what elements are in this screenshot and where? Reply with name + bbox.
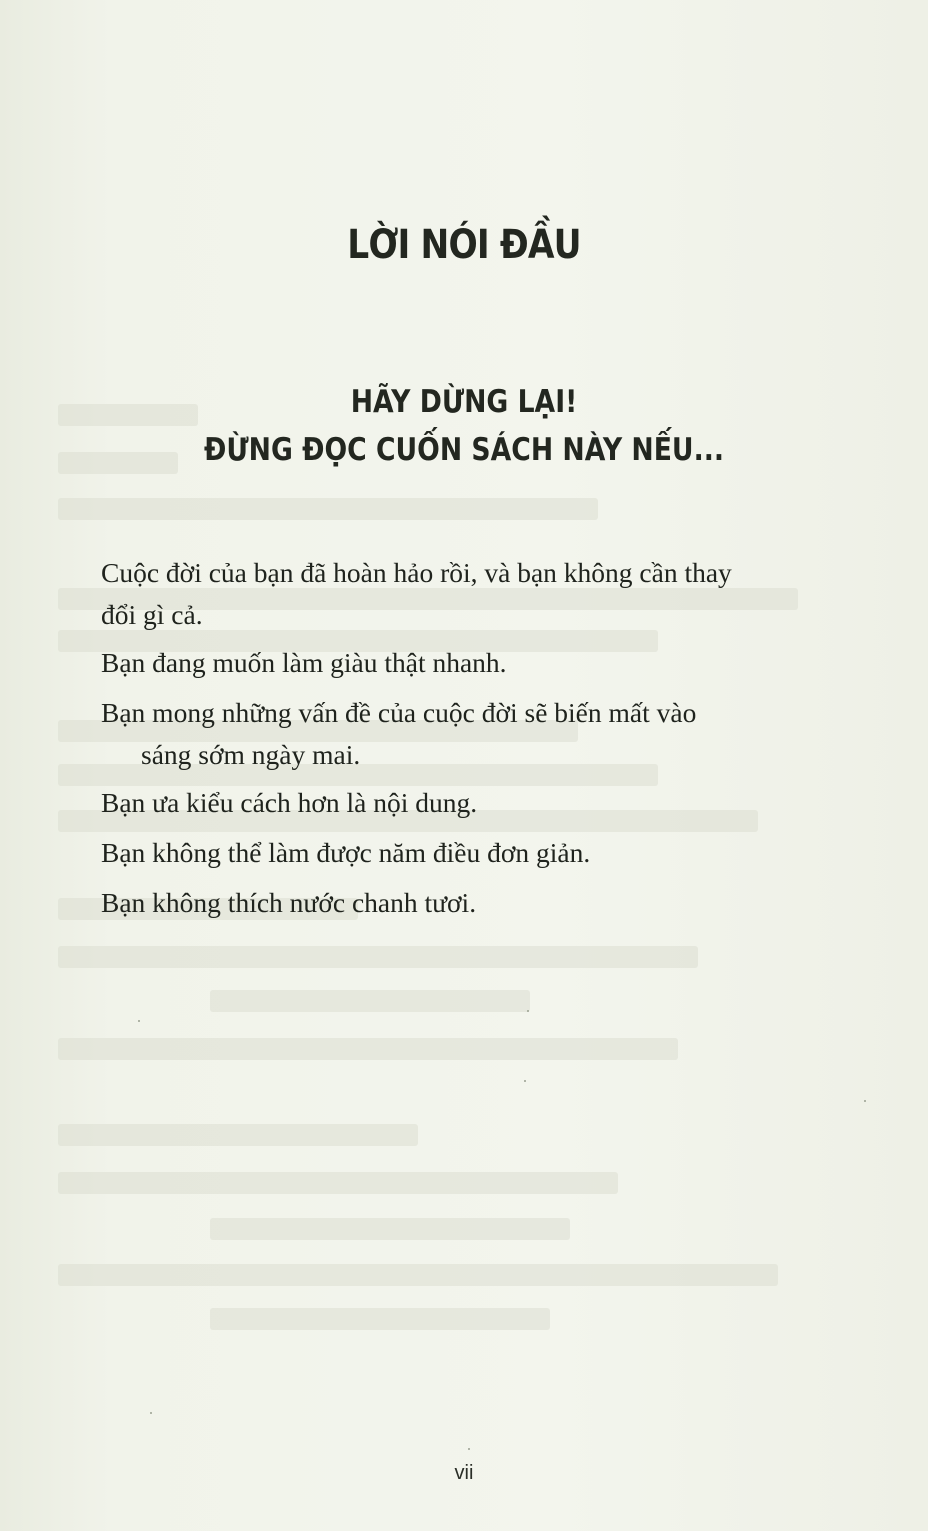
condition-item bbox=[101, 782, 841, 824]
condition-item bbox=[101, 692, 841, 776]
paper-speck bbox=[524, 1080, 526, 1082]
condition-item bbox=[101, 882, 841, 924]
paper-speck bbox=[864, 1100, 866, 1102]
paper-speck bbox=[150, 1412, 152, 1414]
conditions-list bbox=[101, 552, 841, 924]
page-number: vii bbox=[454, 1462, 474, 1484]
section-heading bbox=[65, 378, 863, 474]
condition-line: Bạn ưa kiểu cách hơn là nội dung. bbox=[101, 787, 478, 818]
condition-item bbox=[101, 832, 841, 874]
condition-item bbox=[101, 552, 841, 636]
section-heading-line-1: HÃY DỪNG LẠI! bbox=[350, 384, 578, 420]
condition-line-continuation: sáng sớm ngày mai. bbox=[141, 739, 361, 770]
section-heading-line-2: ĐỪNG ĐỌC CUỐN SÁCH NÀY NẾU... bbox=[204, 432, 724, 468]
condition-line: Bạn đang muốn làm giàu thật nhanh. bbox=[101, 647, 507, 678]
chapter-title: LỜI NÓI ĐẦU bbox=[347, 222, 581, 268]
condition-line: Cuộc đời của bạn đã hoàn hảo rồi, và bạn không cần thay bbox=[101, 557, 732, 588]
paper-speck bbox=[468, 1448, 470, 1450]
paper-speck bbox=[138, 1020, 140, 1022]
condition-line: Bạn không thích nước chanh tươi. bbox=[101, 887, 477, 918]
condition-line-continuation: đổi gì cả. bbox=[101, 599, 203, 630]
condition-item bbox=[101, 642, 841, 684]
paper-speck bbox=[527, 1010, 529, 1012]
condition-line: Bạn không thể làm được năm điều đơn giản. bbox=[101, 837, 591, 868]
condition-line: Bạn mong những vấn đề của cuộc đời sẽ biến mất vào bbox=[101, 697, 697, 728]
